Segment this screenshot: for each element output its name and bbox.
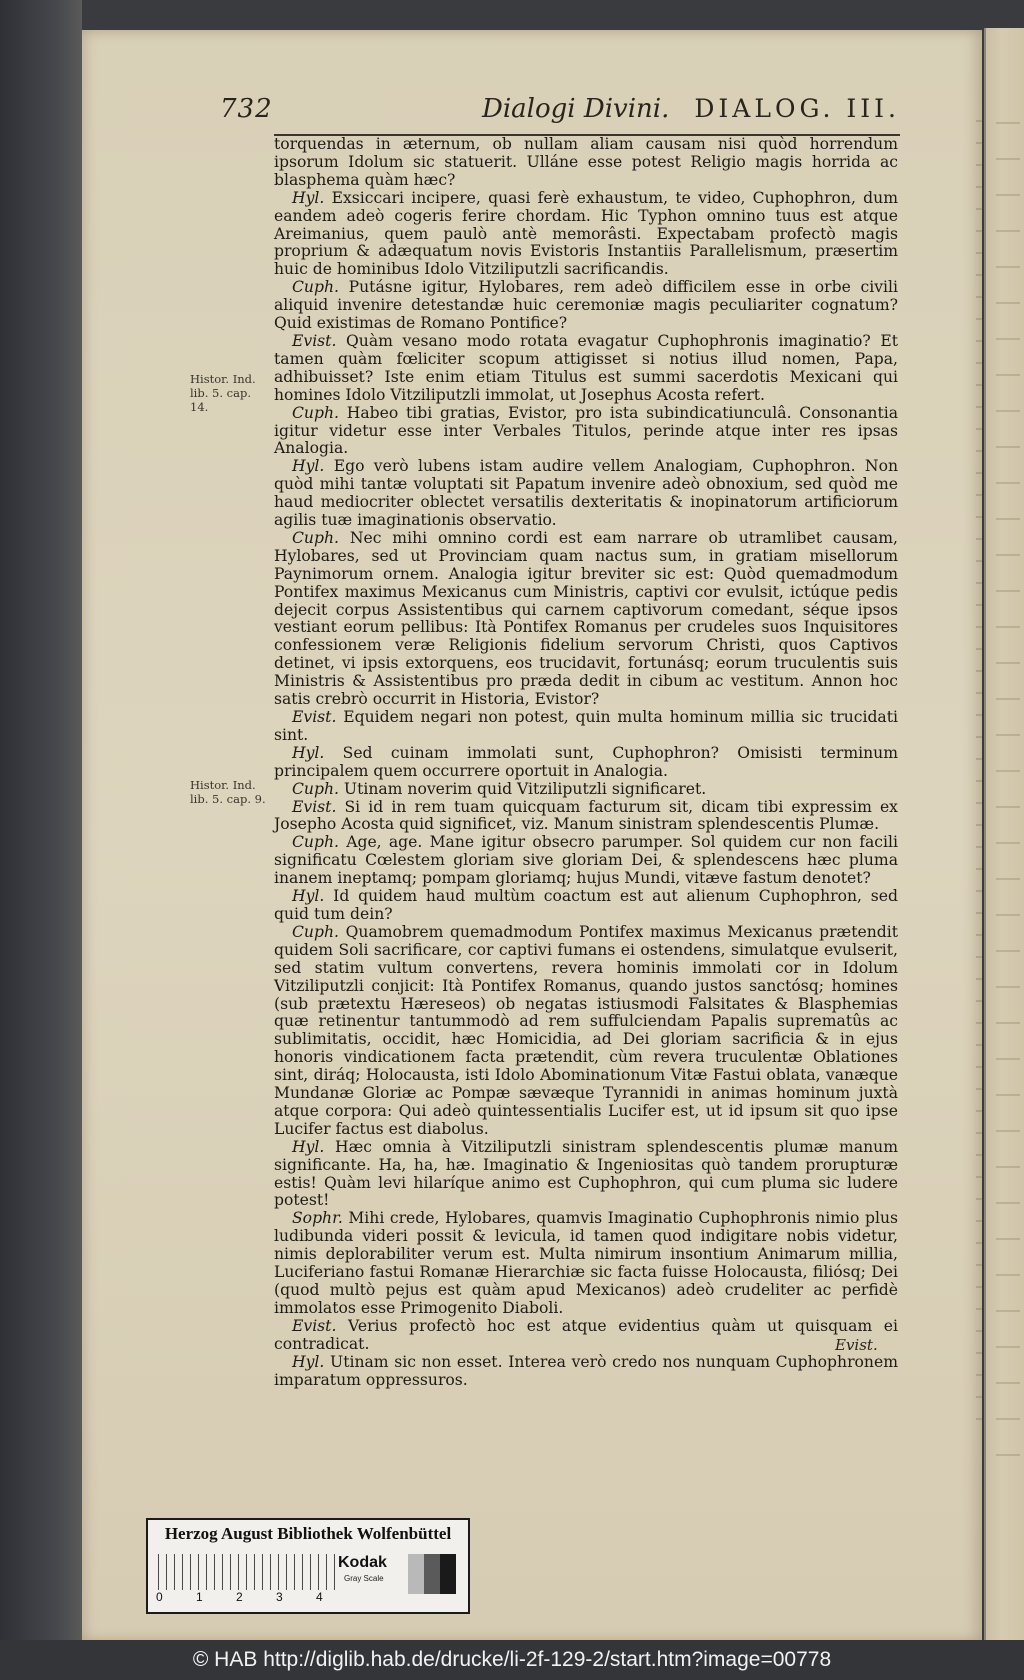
scan-background-left (0, 0, 82, 1640)
speaker-name: Evist. (292, 797, 345, 816)
section-title: DIALOG. III. (694, 94, 900, 123)
dialogue-text-span: Equidem negari non potest, quin multa hominum millia sic trucidati sint. (274, 708, 898, 744)
dialogue-text-span: Exsiccari incipere, quasi ferè exhaustum, te video, Cuphophron, dum eandem adeò cogeris ferire chordam. Hic Typhon omnino tuus est atque Areimanius, quem paulò antè memorâsti. Expectabam profectò magis proprium & adæquatum novis Evistoris Instantiis Parallelismum, præsertim huic de hominibus Idolo Vitziliputzli sacrificandis. (274, 188, 898, 279)
speaker-name: Sophr. (292, 1209, 349, 1228)
dialogue-paragraph (274, 1139, 898, 1211)
speaker-name: Evist. (292, 708, 344, 726)
speaker-name: Cuph. (292, 779, 344, 798)
speaker-name: Cuph. (292, 278, 349, 297)
page-edge-marks (976, 120, 982, 1420)
dialogue-paragraph (274, 834, 898, 888)
dialogue-text-span: Si id in rem tuam quicquam facturum sit, dicam tibi expressim ex Josepho Acosta quid significet, viz. Manum sinistram splendescentis Plumæ. (274, 797, 898, 834)
speaker-name: Evist. (292, 1316, 349, 1335)
dialogue-text-span: Utinam sic non esset. Interea verò credo nos nunquam Cuphophronem imparatum oppressuros. (274, 1352, 898, 1389)
dialogue-paragraph (274, 279, 898, 333)
scale-ruler (158, 1554, 338, 1590)
copyright-url: © HAB http://diglib.hab.de/drucke/li-2f-129-2/start.htm?image=00778 (192, 1648, 832, 1671)
dialogue-text-span: Nec mihi omnino cordi est eam narrare ob utramlibet causam, Hylobares, sed ut Provinciam quam nactus sum, in gratiam misellorum Paynimorum ornem. Analogia igitur breviter sic est: Quòd quemadmodum Pontifex maximus Mexicanus cum Ministris, captivi cor evulsit, ictúque pedis dejecit corpus Assistentibus qui carnem captivorum comedant, séque ipsos vestiant eorum pellibus: Ità Pontifex Romanus per crudeles suos Inquisitores confessionem veræ Religionis fidelium servorum Christi, quos Captivos detinet, vi ipsis extorquens, eos trucidavit, fortunásq; eorum truculentis suis Ministris & Assistentibus pro præda dedit in cibum ac vestitum. Annon hoc satis crebrò occurrit in Historia, Evistor? (274, 528, 898, 709)
running-title: Dialogi Divini. (482, 94, 670, 124)
gray-swatch (408, 1554, 424, 1594)
speaker-name: Hyl. (292, 457, 334, 476)
dialogue-paragraph (274, 799, 898, 835)
speaker-name: Hyl. (292, 188, 332, 207)
dialogue-text-span: Age, age. Mane igitur obsecro parumper. Sol quidem cur non facili significatu Cœlestem gloriam sive gloriam Dei, & splendescens hæc pluma inanem ineptamq; pompam gloriamq; hujus Mundi, vitæve fastum denotet? (274, 833, 898, 888)
dialogue-text-span: Mihi crede, Hylobares, quamvis Imaginatio Cuphophronis nimio plus ludibunda videri possit & levicula, id tamen quod indigitare nobis videtur, nimis deplorabiliter verum est. Multa nimirum insontium Animarum millia, Luciferiano fastui Romanæ Hierarchiæ sic facta fuisse Holocausta, filiósq; Dei (quod multò pejus est quàm apud Mexicanos) adeò crudeliter ac perfidè immolatos esse Primogenito Diaboli. (274, 1209, 898, 1317)
scale-number: 3 (276, 1590, 283, 1604)
scale-number: 2 (236, 1590, 243, 1604)
margin-note: Histor. Ind. lib. 5. cap. 9. (190, 778, 266, 806)
kodak-logo: Kodak (338, 1554, 387, 1571)
speaker-name: Cuph. (292, 528, 350, 547)
dialogue-paragraph (274, 333, 898, 405)
speaker-name: Hyl. (292, 887, 334, 906)
dialogue-text-span: Sed cuinam immolati sunt, Cuphophron? Omisisti terminum principalem quem occurrere oportuit in Analogia. (274, 743, 898, 780)
dialogue-text-span: Putásne igitur, Hylobares, rem adeò difficilem esse in orbe civili aliquid invenire detestandæ huic ceremoniæ magis peculiariter cognatum? Quid existimas de Romano Pontifice? (274, 278, 898, 333)
margin-note: Histor. Ind. lib. 5. cap. 14. (190, 372, 256, 414)
page-header (220, 94, 900, 134)
dialogue-paragraph (274, 924, 898, 1139)
speaker-name: Cuph. (292, 922, 346, 941)
speaker-name: Hyl. (292, 1352, 331, 1371)
dialogue-text-span: Ego verò lubens istam audire vellem Analogiam, Cuphophron. Non quòd mihi tantæ voluptati sit Papatum invenire adeò obnoxium, sed quòd me haud mediocriter oblectet versatilis dexteritatis & inopinatorum artificiorum agilis tuæ imaginationis observatio. (274, 457, 898, 530)
dialogue-paragraph (274, 530, 898, 709)
gray-scale-caption: Gray Scale (344, 1574, 384, 1583)
speaker-name: Cuph. (292, 833, 347, 852)
dialogue-text-span: Habeo tibi gratias, Evistor, pro ista subindicatiunculâ. Consonantia igitur videtur esse inter Verbales Titulos, perinde atque inter res ipsas Analogia. (274, 403, 898, 458)
scale-number: 4 (316, 1590, 323, 1604)
speaker-name: Cuph. (292, 403, 347, 422)
catchword: Evist. (835, 1336, 878, 1354)
dialogue-text-span: Id quidem haud multùm coactum est aut alienum Cuphophron, sed quid tum dein? (274, 887, 898, 923)
dialogue-paragraph (274, 458, 898, 530)
speaker-name: Hyl. (292, 1137, 335, 1156)
dialogue-text-span: Verius profectò hoc est atque evidentius quàm ut quisquam ei contradicat. (274, 1316, 898, 1353)
dialogue-paragraph (274, 405, 898, 459)
dialogue-paragraph (274, 709, 898, 745)
page-number: 732 (220, 94, 273, 124)
gray-swatch (424, 1554, 440, 1594)
dialogue-paragraph (274, 888, 898, 924)
speaker-name: Hyl. (292, 743, 343, 762)
dialogue-text-span: Quàm vesano modo rotata evagatur Cuphophronis imaginatio? Et tamen quàm fœliciter scopum attigisset si notius illud nomen, Papa, adhibuisset? Iste enim etiam Titulus est summi sacerdotis Mexicani qui homines Idolo Vitziliputzli immolat, ut Josephus Acosta refert. (274, 331, 898, 404)
calibration-card (146, 1518, 470, 1614)
adjacent-page-edge (984, 28, 1024, 1640)
dialogue-text-span: Quamobrem quemadmodum Pontifex maximus Mexicanus prætendit quidem Soli sacrificare, cor captivi fumans ei ostendens, simulatque evulserit, sed statim vultum convertens, revera hominis immolati cor in Idolum Vitziliputzli conjicit: Ità Pontifex Romanus, quando justos sanctósq; homines (sub prætextu Hæreseos) ob negatas istiusmodi Falsitates & Blasphemias quæ retinentur tantummodò ad rem suffulciendam Papalis suprematûs ac sublimitatis, occidit, hæc Homicidia, ad Dei gloriam sacrificia & in ejus honoris vindicationem facta prætendit, cùm revera truculentæ Oblationes sint, diráq; Holocausta, isti Idolo Abominationum Vitæ Fastui oblata, vanæque Mundanæ Gloriæ ac Pompæ sævæque Tyrannidi in animas hominum juxtà atque corpora: Qui adeò quintessentialis Lucifer est, ut id ipsum sit quo ipse Lucifer factus est diabolus. (274, 922, 898, 1138)
dialogue-paragraph (274, 745, 898, 781)
speaker-name: Evist. (292, 331, 346, 350)
scale-number: 1 (196, 1590, 203, 1604)
library-name: Herzog August Bibliothek Wolfenbüttel (164, 1524, 452, 1543)
dialogue-paragraph (274, 1354, 898, 1390)
dialogue-text-span: torquendas in æternum, ob nullam aliam causam nisi quòd horrendum ipsorum Idolum sic statuerit. Ulláne esse potest Religio magis horrida ac blasphema quàm hæc? (274, 135, 898, 189)
dialogue-text (274, 136, 898, 1389)
dialogue-text-span: Utinam noverim quid Vitziliputzli significaret. (343, 779, 707, 798)
dialogue-paragraph (274, 1318, 898, 1354)
dialogue-text-span: Hæc omnia à Vitziliputzli sinistram splendescentis plumæ manum significante. Ha, ha, hæ. Imaginatio & Ingeniositas quò tandem prorupturæ estis! Quàm levi hilaríque animo est Cuphophron, qui cum pluma sic ludere potest! (274, 1137, 899, 1210)
scale-number: 0 (156, 1590, 163, 1604)
dialogue-paragraph (274, 1210, 898, 1317)
dialogue-paragraph (274, 136, 898, 190)
dialogue-paragraph (274, 190, 898, 280)
gray-swatch (440, 1554, 456, 1594)
dialogue-paragraph (274, 781, 898, 799)
